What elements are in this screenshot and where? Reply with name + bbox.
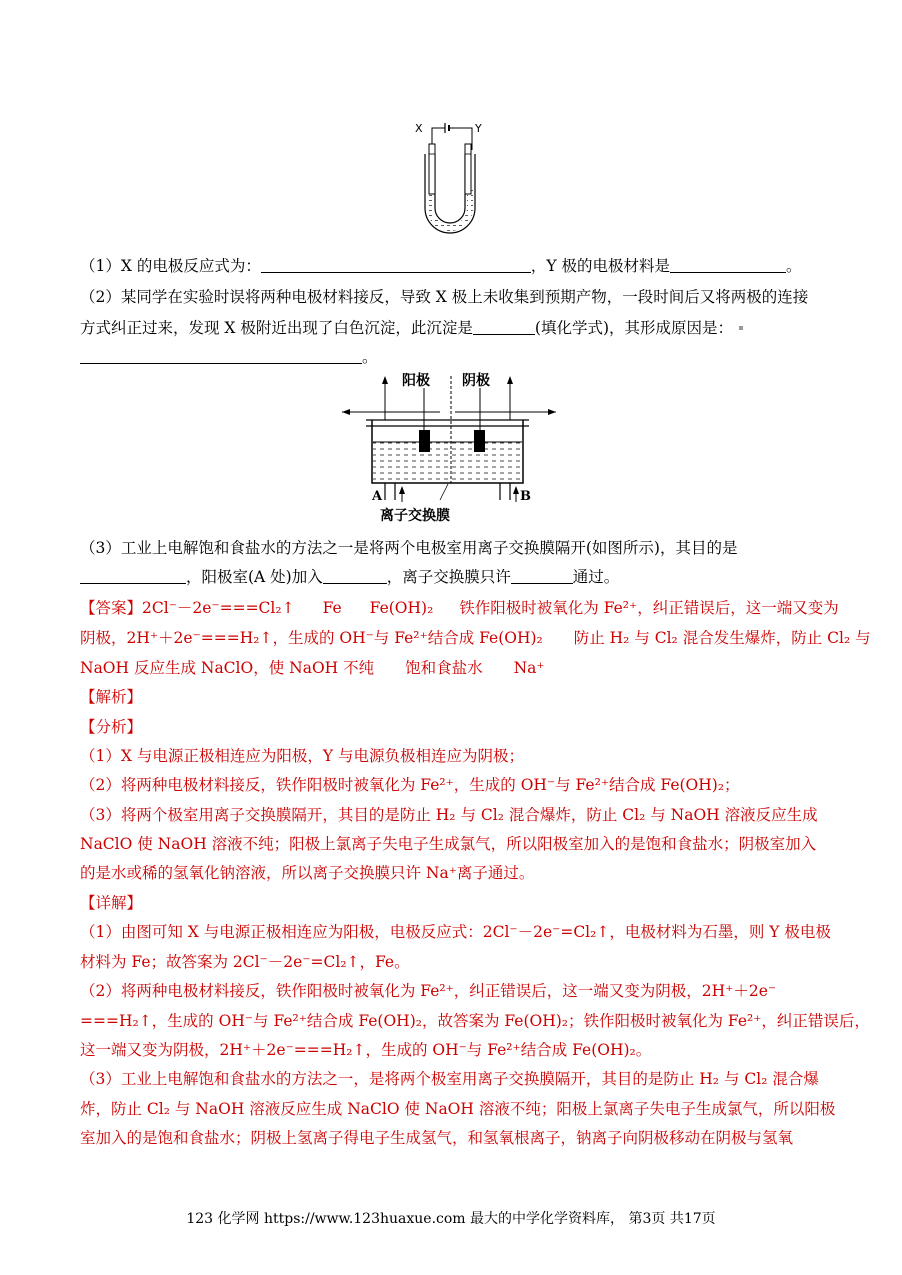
answer-2: Fe: [322, 599, 342, 617]
answer-line-1: [80, 598, 839, 618]
q2-text-c: 。: [362, 348, 378, 366]
analysis-tag: 【解析】: [80, 688, 143, 706]
page-footer: 123 化学网 https://www.123huaxue.com 最大的中学化学资料库， 第3页 共17页: [186, 1211, 716, 1227]
q1-blank-2[interactable]: [670, 257, 786, 273]
membrane-label: 离子交换膜: [380, 508, 450, 524]
fenxi-line-2: （2）将两种电极材料接反，铁作阳极时被氧化为 Fe²⁺，生成的 OH⁻与 Fe²⁺结合成 Fe(OH)₂；: [80, 776, 740, 794]
anode-label: 阳极: [402, 373, 430, 389]
detail-line-3: （2）将两种电极材料接反，铁作阳极时被氧化为 Fe²⁺，纠正错误后，这一端又变为阴极，2H⁺＋2e⁻: [80, 982, 777, 1000]
answer-tag: 【答案】: [80, 599, 143, 617]
detail-line-5: 这一端又变为阴极，2H⁺＋2e⁻===H₂↑，生成的 OH⁻与 Fe²⁺结合成 Fe(OH)₂。: [80, 1041, 652, 1059]
q1-line: [80, 256, 828, 276]
electrode-x-label: X: [415, 122, 423, 135]
answer-1: 2Cl⁻－2e⁻===Cl₂↑: [142, 599, 295, 617]
answer-3: Fe(OH)₂: [369, 599, 434, 617]
inlet-a-label: A: [372, 489, 383, 504]
fenxi-tag: 【分析】: [80, 718, 143, 736]
q1-blank-1[interactable]: [261, 257, 531, 273]
q2-blank-1[interactable]: [473, 319, 535, 335]
detail-line-4: ===H₂↑，生成的 OH⁻与 Fe²⁺结合成 Fe(OH)₂，故答案为 Fe(OH)₂；铁作阳极时被氧化为 Fe²⁺，纠正错误后，: [80, 1012, 870, 1030]
q3-line-2: [80, 567, 828, 587]
electrode-y-label: Y: [475, 122, 482, 135]
fenxi-line-5: 的是水或稀的氢氧化钠溶液，所以离子交换膜只许 Na⁺离子通过。: [80, 864, 535, 882]
detail-line-1: （1）由图可知 X 与电源正极相连应为阳极，电极反应式：2Cl⁻－2e⁻=Cl₂↑，电极材料为石墨，则 Y 极电极: [80, 923, 831, 941]
q1-text-c: 。: [786, 257, 802, 275]
q3-text-c: 通过。: [572, 568, 620, 586]
cathode-label: 阴极: [462, 373, 490, 389]
q1-text-a: （1）X 的电极反应式为：: [80, 257, 261, 275]
answer-line-3: NaOH 反应生成 NaClO，使 NaOH 不纯 饱和食盐水 Na⁺: [80, 659, 545, 677]
dot-mark: [739, 326, 743, 330]
detail-line-2: 材料为 Fe；故答案为 2Cl⁻－2e⁻=Cl₂↑，Fe。: [80, 953, 410, 971]
inlet-b-label: B: [520, 489, 531, 504]
q3-blank-1[interactable]: [80, 568, 186, 584]
q2-line-2: [80, 318, 828, 338]
detail-line-6: （3）工业上电解饱和食盐水的方法之一，是将两个极室用离子交换膜隔开，其目的是防止 H₂ 与 Cl₂ 混合爆: [80, 1070, 819, 1088]
q3-text-a: ，阳极室(A 处)加入: [186, 568, 323, 586]
q2-line-1: （2）某同学在实验时误将两种电极材料接反，导致 X 极上未收集到预期产物，一段时间后又将两极的连接: [80, 288, 809, 306]
membrane-cell-figure: [340, 368, 560, 528]
q3-blank-3[interactable]: [511, 568, 573, 584]
detail-line-8: 室加入的是饱和食盐水；阴极上氢离子得电子生成氢气，和氢氧根离子，钠离子向阴极移动在阴极与氢氧: [80, 1129, 794, 1147]
answer-line-2: 阴极，2H⁺＋2e⁻===H₂↑，生成的 OH⁻与 Fe²⁺结合成 Fe(OH)₂ 防止 H₂ 与 Cl₂ 混合发生爆炸，防止 Cl₂ 与: [80, 629, 871, 647]
fenxi-line-1: （1）X 与电源正极相连应为阳极，Y 与电源负极相连应为阴极；: [80, 747, 524, 765]
q2-blank-2[interactable]: [80, 348, 362, 364]
u-tube-figure: [405, 118, 495, 240]
q2-line-3: [80, 347, 828, 367]
fenxi-line-3: （3）将两个极室用离子交换膜隔开，其目的是防止 H₂ 与 Cl₂ 混合爆炸，防止 Cl₂ 与 NaOH 溶液反应生成: [80, 806, 818, 824]
detail-line-7: 炸，防止 Cl₂ 与 NaOH 溶液反应生成 NaClO 使 NaOH 溶液不纯；阳极上氯离子失电子生成氯气，所以阳极: [80, 1100, 836, 1118]
q3-blank-2[interactable]: [323, 568, 387, 584]
q2-text-a: 方式纠正过来，发现 X 极附近出现了白色沉淀，此沉淀是: [80, 319, 473, 337]
q1-text-b: ，Y 极的电极材料是: [530, 257, 670, 275]
q3-text-b: ，离子交换膜只许: [386, 568, 511, 586]
answer-4: 铁作阳极时被氧化为 Fe²⁺，纠正错误后，这一端又变为: [459, 599, 839, 617]
detail-tag: 【详解】: [80, 894, 143, 912]
fenxi-line-4: NaClO 使 NaOH 溶液不纯；阳极上氯离子失电子生成氯气，所以阳极室加入的是饱和食盐水；阴极室加入: [80, 835, 817, 853]
q2-text-b: (填化学式)，其形成原因是：: [534, 319, 733, 337]
q3-line-1: （3）工业上电解饱和食盐水的方法之一是将两个电极室用离子交换膜隔开(如图所示)，其目的是: [80, 539, 738, 557]
